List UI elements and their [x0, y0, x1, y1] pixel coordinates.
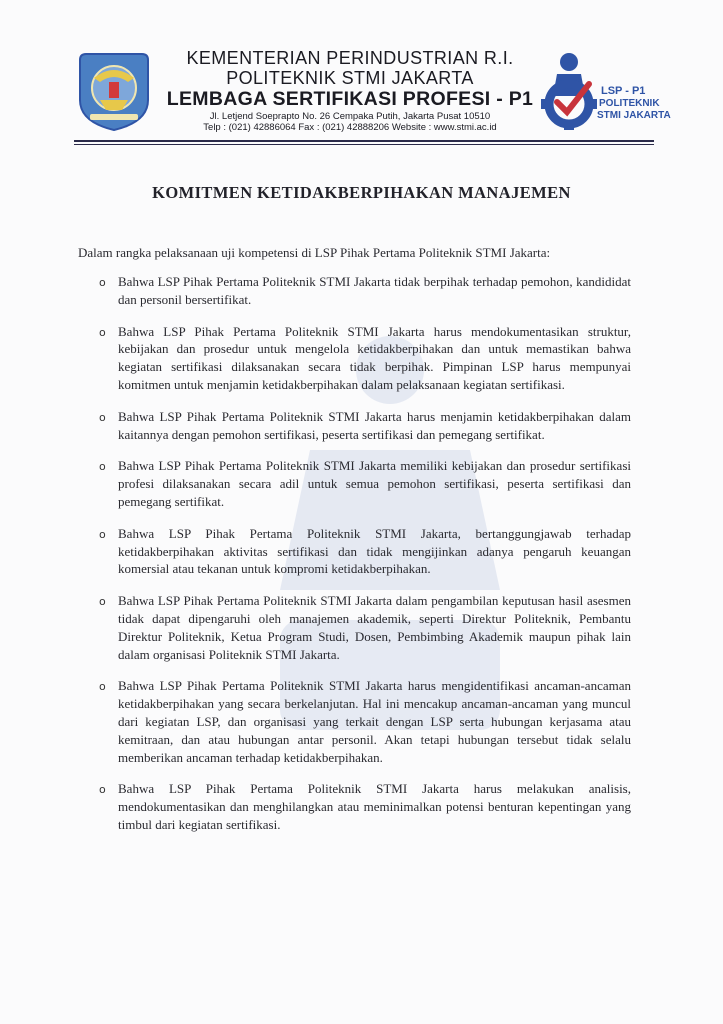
list-item-text: Bahwa LSP Pihak Pertama Politeknik STMI Jakarta dalam pengambilan keputusan hasil asesmen tidak dapat dipengaruhi oleh manajemen akademik, seperti Direktur Politeknik, Pembantu Direktur Politeknik, Ketua Program Studi, Dosen, Pembimbing Akademik maupun pihak lain dalam organisasi Politeknik STMI Jakarta.	[118, 593, 631, 662]
commitment-list	[99, 273, 631, 834]
ministry-name: KEMENTERIAN PERINDUSTRIAN R.I.	[186, 48, 514, 68]
contact-line: Telp : (021) 42886064 Fax : (021) 42888206 Website : www.stmi.ac.id	[203, 122, 497, 133]
list-item-text: Bahwa LSP Pihak Pertama Politeknik STMI Jakarta tidak berpihak terhadap pemohon, kandididat dan personil bersertifikat.	[118, 274, 631, 307]
stmi-seal-logo-icon	[76, 48, 152, 132]
list-item	[99, 408, 631, 444]
agency-name: LEMBAGA SERTIFIKASI PROFESI - P1	[166, 88, 534, 110]
logo-text-politeknik: POLITEKNIK	[599, 98, 660, 109]
institution-name: POLITEKNIK STMI JAKARTA	[226, 68, 474, 88]
bullet-icon: o	[99, 410, 106, 424]
list-item	[99, 592, 631, 663]
logo-text-lsp: LSP - P1	[601, 85, 646, 97]
header-rule-thick	[74, 140, 654, 142]
letterhead	[160, 48, 540, 133]
document-title: KOMITMEN KETIDAKBERPIHAKAN MANAJEMEN	[152, 183, 571, 202]
list-item	[99, 323, 631, 394]
bullet-icon: o	[99, 460, 106, 474]
list-item-text: Bahwa LSP Pihak Pertama Politeknik STMI Jakarta harus mendokumentasikan struktur, kebijakan dan prosedur untuk mengelola ketidakberpihakan dan untuk memastikan bahwa kegiatan sertifikasi dilaksanakan secara tidak berpihak. Pimpinan LSP harus mempunyai komitmen untuk menjamin ketidakberpihakan dalam pelaksanaan kegiatan sertifikasi.	[118, 323, 631, 392]
logo-text-stmi: STMI JAKARTA	[597, 110, 671, 121]
list-item-text: Bahwa LSP Pihak Pertama Politeknik STMI Jakarta harus mengidentifikasi ancaman-ancaman ketidakberpihakan yang secara berkelanjutan. Hal ini mencakup ancaman-ancaman yang muncul dari kegiatan LSP, dan organisasi yang terkait dengan LSP serta hubungan kerjasama atau kemitraan, dan atau hubungan antar personil. Akan tetapi hubungan tersebut tidak selalu memberikan ancaman terhadap ketidakberpihakan.	[118, 678, 631, 765]
lsp-p1-logo-icon	[533, 50, 671, 130]
header-rule-thin	[74, 144, 654, 145]
intro-paragraph: Dalam rangka pelaksanaan uji kompetensi di LSP Pihak Pertama Politeknik STMI Jakarta:	[78, 245, 551, 260]
list-item-text: Bahwa LSP Pihak Pertama Politeknik STMI Jakarta harus melakukan analisis, mendokumentasikan dan menghilangkan atau meminimalkan potensi benturan kepentingan yang timbul dari kegiatan sertifikasi.	[118, 781, 631, 832]
list-item-text: Bahwa LSP Pihak Pertama Politeknik STMI Jakarta harus menjamin ketidakberpihakan dalam kaitannya dengan pemohon sertifikasi, peserta sertifikasi dan pemegang sertifikat.	[118, 408, 631, 442]
bullet-icon: o	[99, 783, 106, 797]
list-item-text: Bahwa LSP Pihak Pertama Politeknik STMI Jakarta, bertanggungjawab terhadap ketidakberpihakan aktivitas sertifikasi dan tidak mengijinkan adanya pengaruh keuangan komersial atau tekanan untuk kompromi ketidakberpihakan.	[118, 525, 631, 577]
bullet-icon: o	[99, 595, 106, 609]
bullet-icon: o	[99, 680, 106, 694]
list-item-text: Bahwa LSP Pihak Pertama Politeknik STMI Jakarta memiliki kebijakan dan prosedur sertifikasi profesi dilaksanakan secara adil untuk semua pemohon sertifikasi, peserta sertifikasi dan pemegang sertifikat.	[118, 458, 631, 509]
list-item	[99, 457, 631, 510]
list-item	[99, 525, 631, 578]
bullet-icon: o	[99, 325, 106, 339]
list-item	[99, 780, 631, 833]
bullet-icon: o	[99, 276, 106, 289]
list-item	[99, 677, 631, 766]
address-line: Jl. Letjend Soeprapto No. 26 Cempaka Putih, Jakarta Pusat 10510	[209, 111, 491, 122]
list-item	[99, 273, 631, 309]
bullet-icon: o	[99, 527, 106, 541]
